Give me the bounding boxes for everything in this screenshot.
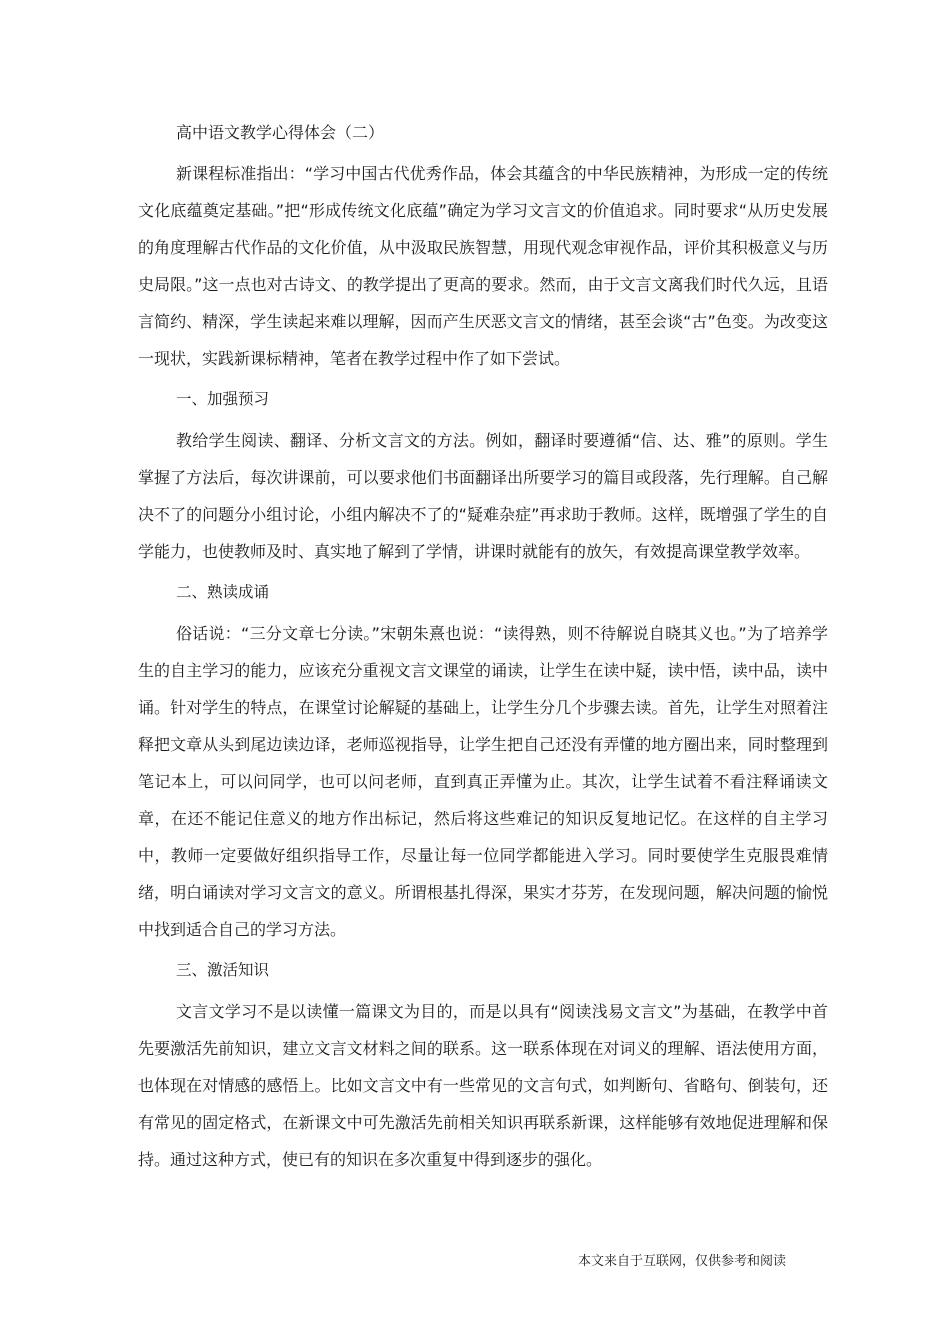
section-heading-activate-knowledge: 三、激活知识 (176, 961, 270, 979)
article-body (138, 118, 828, 1186)
section-body-preview: 教给学生阅读、翻译、分析文言文的方法。例如，翻译时要遵循“信、达、雅”的原则。学生掌握了方法后，每次讲课前，可以要求他们书面翻译出所要学习的篇目或段落，先行理解。自己解决不了的问题分小组讨论，小组内解决不了的“疑难杂症”再求助于教师。这样，既增强了学生的自学能力，也使教师及时、真实地了解到了学情，讲课时就能有的放矢，有效提高课堂教学效率。 (138, 431, 828, 561)
intro-paragraph: 新课程标准指出：“学习中国古代优秀作品，体会其蕴含的中华民族精神，为形成一定的传统文化底蕴奠定基础。”把“形成传统文化底蕴”确定为学习文言文的价值追求。同时要求“从历史发展的角度理解古代作品的文化价值，从中汲取民族智慧，用现代观念审视作品，评价其积极意义与历史局限。”这一点也对古诗文、的教学提出了更高的要求。然而，由于文言文离我们时代久远，且语言简约、精深，学生读起来难以理解，因而产生厌恶文言文的情绪，甚至会谈“古”色变。为改变这一现状，实践新课标精神，笔者在教学过程中作了如下尝试。 (138, 164, 828, 368)
section-body-recitation: 俗话说：“三分文章七分读。”宋朝朱熹也说：“读得熟，则不待解说自晓其义也。”为了培养学生的自主学习的能力，应该充分重视文言文课堂的诵读，让学生在读中疑，读中悟，读中品，读中诵。针对学生的特点，在课堂讨论解疑的基础上，让学生分几个步骤去读。首先，让学生对照着注释把文章从头到尾边读边译，老师巡视指导，让学生把自己还没有弄懂的地方圈出来，同时整理到笔记本上，可以问同学，也可以问老师，直到真正弄懂为止。其次，让学生试着不看注释诵读文章，在还不能记住意义的地方作出标记，然后将这些难记的知识反复地记忆。在这样的自主学习中，教师一定要做好组织指导工作，尽量让每一位同学都能进入学习。同时要使学生克服畏难情绪，明白诵读对学习文言文的意义。所谓根基扎得深，果实才芬芳，在发现问题，解决问题的愉悦中找到适合自己的学习方法。 (138, 624, 828, 939)
section-body-activate-knowledge: 文言文学习不是以读懂一篇课文为目的，而是以具有“阅读浅易文言文”为基础，在教学中首先要激活先前知识，建立文言文材料之间的联系。这一联系体现在对词义的理解、语法使用方面，也体现在对情感的感悟上。比如文言文中有一些常见的文言句式，如判断句、省略句、倒装句，还有常见的固定格式，在新课文中可先激活先前相关知识再联系新课，这样能够有效地促进理解和保持。通过这种方式，使已有的知识在多次重复中得到逐步的强化。 (138, 1002, 828, 1169)
document-title: 高中语文教学心得体会（二） (176, 123, 385, 142)
section-heading-preview: 一、加强预习 (176, 390, 270, 408)
section-heading-recitation: 二、熟读成诵 (176, 583, 270, 601)
source-disclaimer: 本文来自于互联网，仅供参考和阅读 (578, 1254, 787, 1269)
